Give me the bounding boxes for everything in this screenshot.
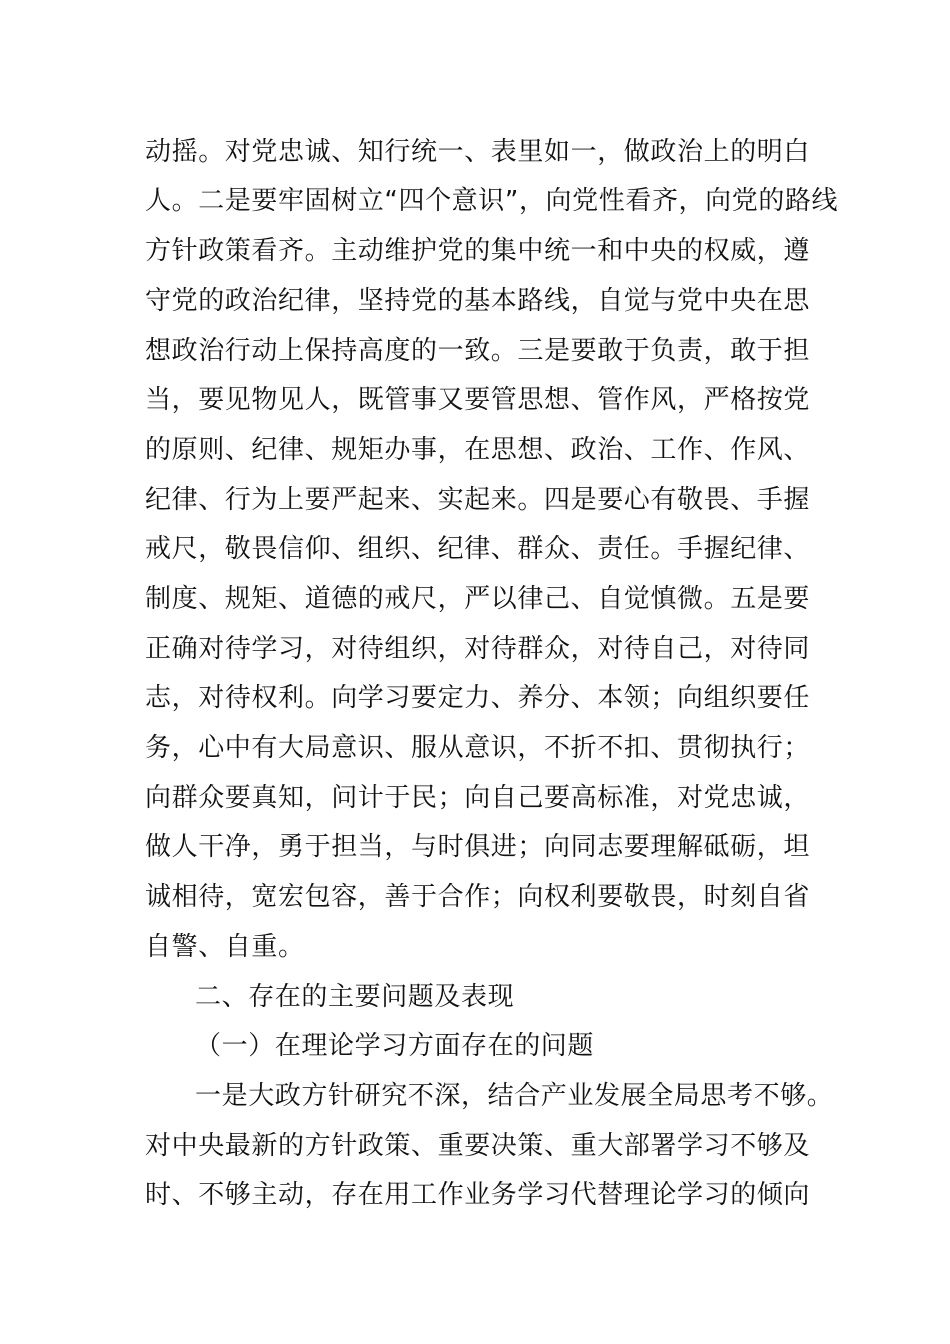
text-line: 人。二是要牢固树立“四个意识”，向党性看齐，向党的路线: [145, 186, 839, 216]
text-line: 当，要见物见人，既管事又要管思想、管作风，严格按党: [145, 385, 811, 415]
text-line: 志，对待权利。向学习要定力、养分、本领；向组织要任: [145, 683, 811, 713]
text-line: 诚相待，宽宏包容，善于合作；向权利要敬畏，时刻自省: [145, 882, 811, 912]
text-line: 对中央最新的方针政策、重要决策、重大部署学习不够及: [145, 1131, 811, 1161]
text-line: 务，心中有大局意识、服从意识，不折不扣、贯彻执行；: [145, 733, 811, 763]
section-heading: 二、存在的主要问题及表现: [195, 982, 515, 1012]
text-line: 正确对待学习，对待组织，对待群众，对待自己，对待同: [145, 634, 811, 664]
text-line: 方针政策看齐。主动维护党的集中统一和中央的权威，遵: [145, 236, 811, 266]
text-line: 向群众要真知，问计于民；向自己要高标准，对党忠诚，: [145, 783, 811, 813]
text-line: 守党的政治纪律，坚持党的基本路线，自觉与党中央在思: [145, 286, 811, 316]
text-line: 制度、规矩、道德的戒尺，严以律己、自觉慎微。五是要: [145, 584, 811, 614]
text-line: 想政治行动上保持高度的一致。三是要敢于负责，敢于担: [145, 336, 811, 366]
text-line: 纪律、行为上要严起来、实起来。四是要心有敬畏、手握: [145, 485, 811, 515]
text-line: 自警、自重。: [145, 932, 305, 962]
text-line: 动摇。对党忠诚、知行统一、表里如一，做政治上的明白: [145, 137, 811, 167]
text-line: 的原则、纪律、规矩办事，在思想、政治、工作、作风、: [145, 435, 811, 465]
text-line: 一是大政方针研究不深，结合产业发展全局思考不够。: [195, 1081, 834, 1111]
subsection-heading: （一）在理论学习方面存在的问题: [195, 1031, 595, 1061]
text-line: 时、不够主动，存在用工作业务学习代替理论学习的倾向: [145, 1180, 811, 1210]
text-line: 戒尺，敬畏信仰、组织、纪律、群众、责任。手握纪律、: [145, 534, 811, 564]
text-line: 做人干净，勇于担当，与时俱进；向同志要理解砥砺，坦: [145, 832, 811, 862]
